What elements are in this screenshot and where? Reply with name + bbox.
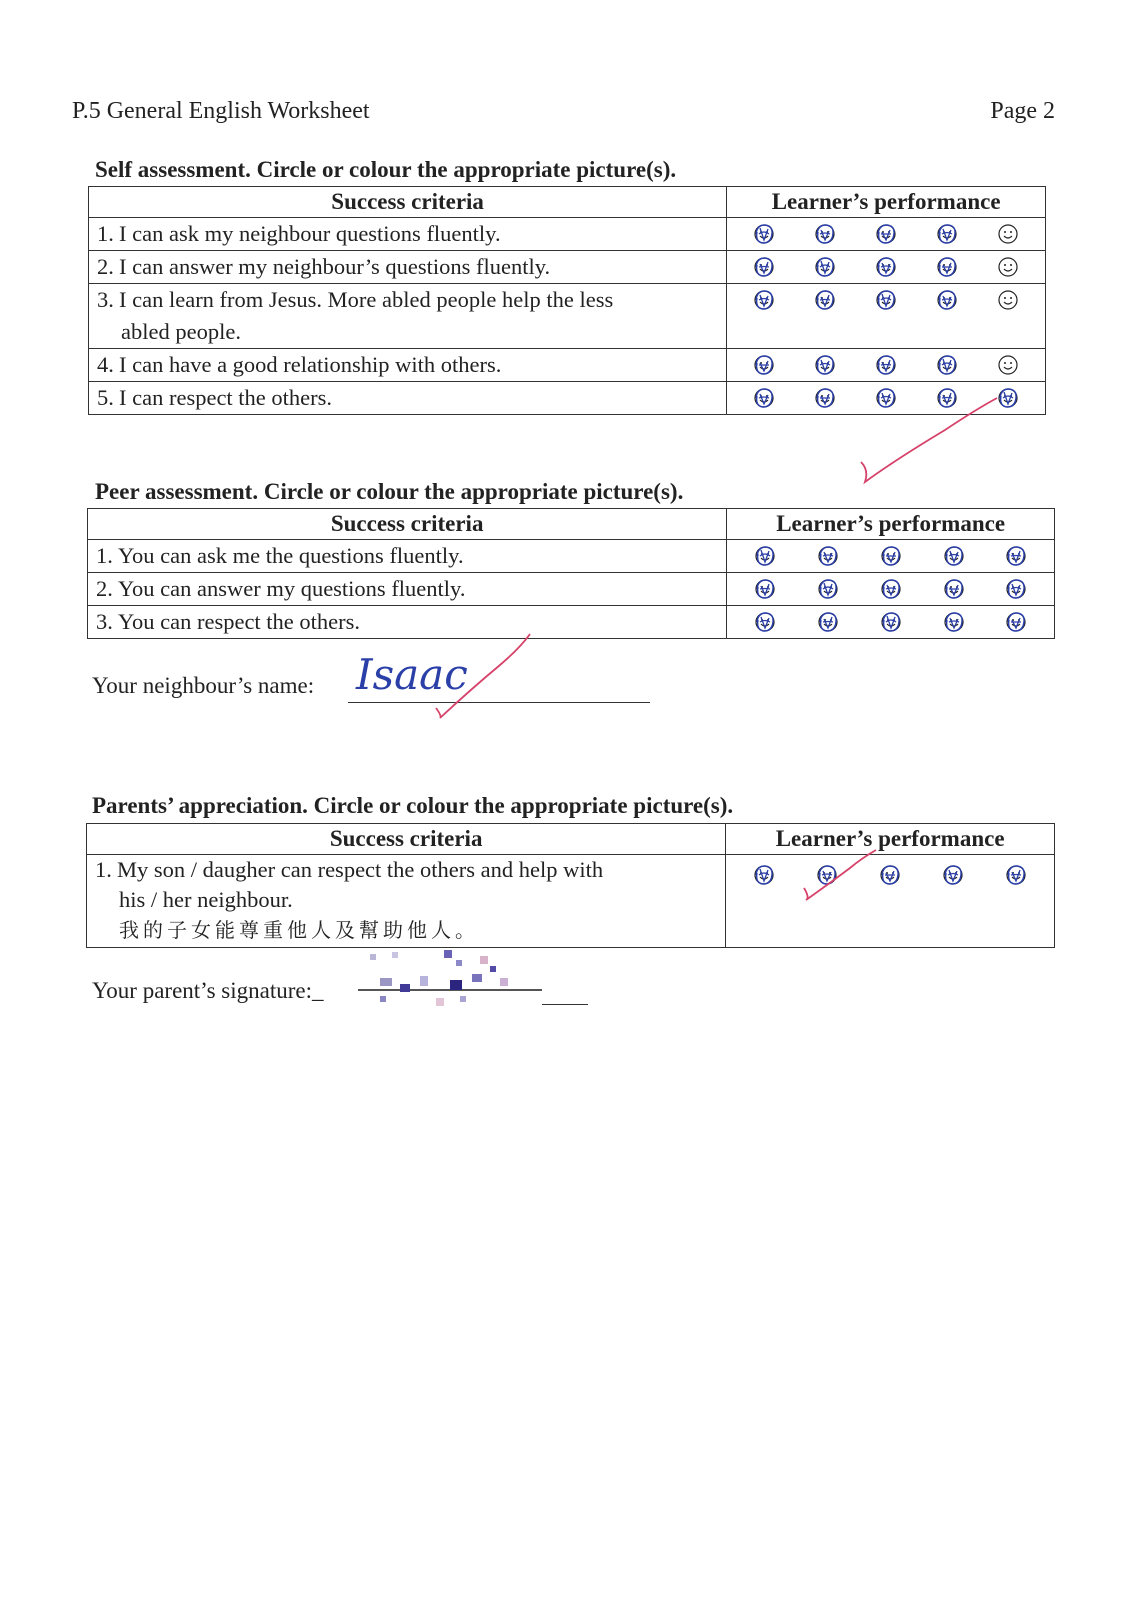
criteria-header: Success criteria [88, 509, 727, 540]
row-number: 1. [97, 221, 114, 246]
table-row [89, 218, 1046, 251]
smiley-face-icon[interactable] [813, 222, 837, 246]
smiley-face-icon[interactable] [752, 255, 776, 279]
table-row [88, 573, 1055, 606]
smiley-face-icon[interactable] [813, 255, 837, 279]
table-row [89, 349, 1046, 382]
smiley-face-icon[interactable] [1004, 544, 1028, 568]
worksheet-title: P.5 General English Worksheet [72, 98, 370, 124]
face-rating[interactable] [727, 284, 1045, 316]
smiley-face-icon[interactable] [935, 288, 959, 312]
parent-signature-label: Your parent’s signature:_ [92, 978, 324, 1003]
row-number: 3. [96, 609, 113, 634]
smiley-face-icon[interactable] [816, 544, 840, 568]
criteria-text: I can learn from Jesus. More abled people help the less [119, 287, 614, 312]
face-rating[interactable] [727, 606, 1054, 638]
redacted-signature-icon [360, 948, 540, 1013]
smiley-face-icon[interactable] [816, 577, 840, 601]
smiley-face-icon[interactable] [753, 610, 777, 634]
smiley-face-icon[interactable] [879, 544, 903, 568]
self-assessment-table [88, 186, 1046, 415]
neighbour-name-label: Your neighbour’s name: [92, 673, 315, 698]
face-rating[interactable] [727, 540, 1054, 572]
smiley-face-icon[interactable] [996, 288, 1020, 312]
smiley-face-icon[interactable] [874, 353, 898, 377]
smiley-face-icon[interactable] [879, 577, 903, 601]
teacher-check-mark-icon [800, 848, 880, 908]
face-rating[interactable] [727, 349, 1045, 381]
performance-header: Learner’s performance [727, 509, 1055, 540]
row-number: 5. [97, 385, 114, 410]
smiley-face-icon[interactable] [752, 863, 776, 887]
neighbour-name-field[interactable]: Isaac [356, 650, 468, 699]
table-row [89, 251, 1046, 284]
row-number: 2. [96, 576, 113, 601]
criteria-text-chinese: 我的子女能尊重他人及幫助他人。 [119, 918, 479, 942]
criteria-header: Success criteria [87, 824, 726, 855]
smiley-face-icon[interactable] [935, 222, 959, 246]
smiley-face-icon[interactable] [996, 255, 1020, 279]
teacher-check-mark-icon [855, 390, 1005, 490]
smiley-face-icon[interactable] [752, 353, 776, 377]
row-number: 1. [95, 857, 112, 882]
smiley-face-icon[interactable] [935, 255, 959, 279]
table-row [88, 606, 1055, 639]
parents-appreciation-title: Parents’ appreciation. Circle or colour the appropriate picture(s). [92, 793, 734, 818]
smiley-face-icon[interactable] [816, 610, 840, 634]
face-rating[interactable] [727, 218, 1045, 250]
table-row [87, 855, 1055, 948]
performance-header: Learner’s performance [726, 824, 1055, 855]
criteria-text: I can answer my neighbour’s questions fluently. [119, 254, 551, 279]
smiley-face-icon[interactable] [874, 255, 898, 279]
smiley-face-icon[interactable] [1004, 863, 1028, 887]
smiley-face-icon[interactable] [878, 863, 902, 887]
smiley-face-icon[interactable] [753, 544, 777, 568]
teacher-check-mark-icon [430, 630, 540, 720]
criteria-text: You can answer my questions fluently. [118, 576, 466, 601]
criteria-text: I can respect the others. [119, 385, 333, 410]
face-rating[interactable] [727, 251, 1045, 283]
peer-assessment-title: Peer assessment. Circle or colour the appropriate picture(s). [95, 479, 684, 504]
table-row [89, 284, 1046, 349]
smiley-face-icon[interactable] [942, 577, 966, 601]
smiley-face-icon[interactable] [813, 386, 837, 410]
row-number: 3. [97, 287, 114, 312]
row-number: 1. [96, 543, 113, 568]
smiley-face-icon[interactable] [1004, 577, 1028, 601]
criteria-text: You can ask me the questions fluently. [118, 543, 464, 568]
smiley-face-icon[interactable] [813, 353, 837, 377]
page-number: Page 2 [990, 98, 1055, 124]
smiley-face-icon[interactable] [879, 610, 903, 634]
performance-header: Learner’s performance [727, 187, 1046, 218]
row-number: 4. [97, 352, 114, 377]
smiley-face-icon[interactable] [752, 222, 776, 246]
face-rating[interactable] [726, 859, 1054, 891]
criteria-text: My son / daugher can respect the others and help with [117, 857, 604, 882]
peer-assessment-table [87, 508, 1055, 639]
criteria-text: I can ask my neighbour questions fluently. [119, 221, 501, 246]
criteria-text: I can have a good relationship with others. [119, 352, 502, 377]
smiley-face-icon[interactable] [942, 544, 966, 568]
table-row [88, 540, 1055, 573]
smiley-face-icon[interactable] [996, 222, 1020, 246]
smiley-face-icon[interactable] [874, 288, 898, 312]
self-assessment-title: Self assessment. Circle or colour the appropriate picture(s). [95, 157, 677, 182]
smiley-face-icon[interactable] [753, 577, 777, 601]
smiley-face-icon[interactable] [813, 288, 837, 312]
smiley-face-icon[interactable] [996, 353, 1020, 377]
smiley-face-icon[interactable] [752, 288, 776, 312]
smiley-face-icon[interactable] [941, 863, 965, 887]
parents-appreciation-table [86, 823, 1055, 948]
criteria-text-continued: his / her neighbour. [119, 887, 293, 912]
smiley-face-icon[interactable] [874, 222, 898, 246]
smiley-face-icon[interactable] [1004, 610, 1028, 634]
face-rating[interactable] [727, 573, 1054, 605]
parent-signature-line-end [542, 1004, 588, 1005]
smiley-face-icon[interactable] [942, 610, 966, 634]
criteria-header: Success criteria [89, 187, 727, 218]
criteria-text: You can respect the others. [118, 609, 361, 634]
smiley-face-icon[interactable] [935, 353, 959, 377]
row-number: 2. [97, 254, 114, 279]
smiley-face-icon[interactable] [752, 386, 776, 410]
criteria-text-continued: abled people. [121, 319, 241, 344]
